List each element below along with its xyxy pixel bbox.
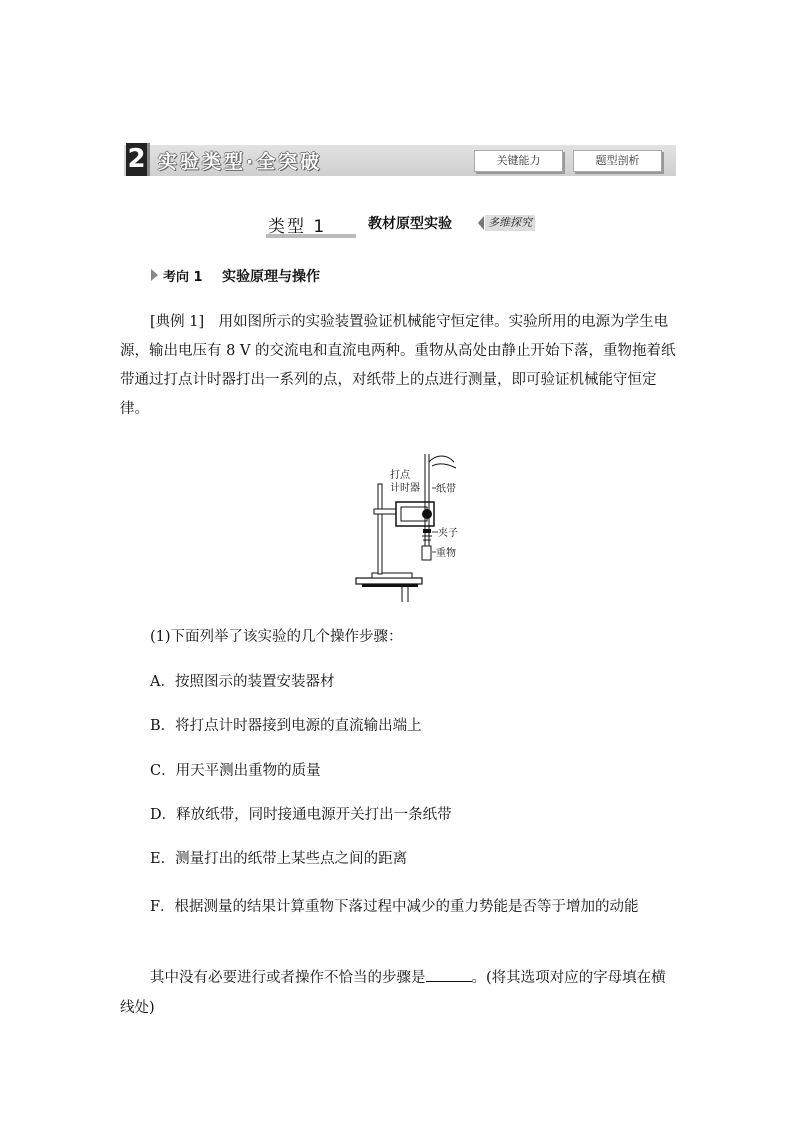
subheading-label: 考向 1 (163, 270, 203, 285)
example-text: 用如图所示的实验装置验证机械能守恒定律。实验所用的电源为学生电源，输出电压有 8 V 的交流电和直流电两种。重物从高处由静止开始下落，重物拖着纸带通过打点计时器打出一系列的点，对纸带上的点进行测量，即可验证机械能守恒定律。 (120, 314, 676, 417)
section-title: 实验类型·全突破 (158, 151, 323, 173)
tag-arrow-icon (478, 216, 484, 230)
option-b: B．将打点计时器接到电源的直流输出端上 (150, 718, 422, 734)
triangle-bullet-icon (151, 269, 158, 281)
answer-prompt (120, 963, 676, 1023)
label-weight: 重物 (436, 548, 456, 559)
label-timer-line2: 计时器 (390, 483, 420, 494)
option-f (120, 892, 676, 922)
type-name: 教材原型实验 (368, 216, 452, 232)
option-a: A．按照图示的装置安装器材 (150, 674, 335, 690)
label-timer-line1: 打点 (390, 470, 410, 481)
option-e: E．测量打出的纸带上某些点之间的距离 (150, 851, 408, 867)
question-intro: (1)下面列举了该实验的几个操作步骤： (150, 629, 403, 645)
tab-key-ability[interactable]: 关键能力 (474, 150, 563, 172)
subheading-title: 实验原理与操作 (222, 269, 320, 285)
label-clip: 夹子 (438, 528, 458, 539)
type-tag: 多维探究 (485, 215, 535, 231)
option-f-text: F．根据测量的结果计算重物下落过程中减少的重力势能是否等于增加的动能 (150, 899, 639, 915)
tab-question-analysis[interactable]: 题型剖析 (573, 150, 662, 172)
example-paragraph (120, 308, 676, 424)
example-label: [典例 1] (150, 314, 205, 330)
option-d: D．释放纸带，同时接通电源开关打出一条纸带 (150, 807, 452, 823)
type-label: 类型 1 (268, 217, 327, 237)
answer-suffix: 。(将其选项对应的字母填在横线处) (120, 970, 666, 1016)
label-tape: 纸带 (436, 484, 456, 495)
option-c: C．用天平测出重物的质量 (150, 763, 321, 779)
section-number: 2 (126, 143, 150, 176)
answer-prefix: 其中没有必要进行或者操作不恰当的步骤是 (150, 970, 426, 986)
answer-blank[interactable] (426, 967, 472, 982)
apparatus-figure (352, 452, 472, 604)
